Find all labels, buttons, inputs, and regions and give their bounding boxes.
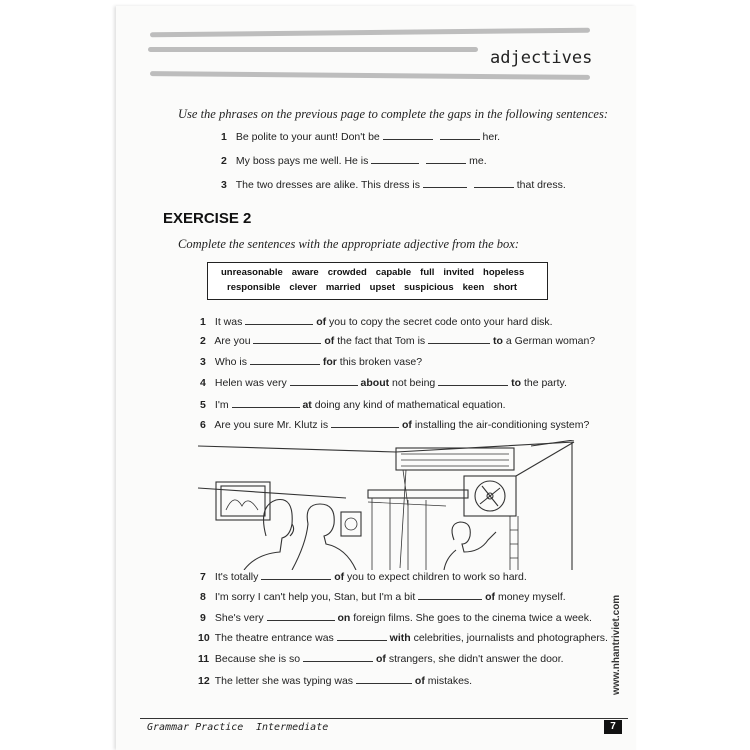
ex2-item-5: 5 I'm at doing any kind of mathematical equation. xyxy=(200,399,506,411)
word: capable xyxy=(375,267,412,278)
answer-gap[interactable] xyxy=(261,570,331,580)
exercise2-instruction: Complete the sentences with the appropriate adjective from the box: xyxy=(178,237,520,251)
word: responsible xyxy=(227,282,281,293)
answer-gap[interactable] xyxy=(438,376,508,386)
ex2-item-3: 3 Who is for this broken vase? xyxy=(200,356,423,368)
ex2-item-2: 2 Are you of the fact that Tom is to a German woman? xyxy=(200,335,596,347)
item-number: 8 xyxy=(200,591,206,603)
answer-gap[interactable] xyxy=(474,178,514,188)
window-blind xyxy=(368,490,468,498)
answer-gap[interactable] xyxy=(371,154,419,164)
word: short xyxy=(493,282,518,293)
answer-gap[interactable] xyxy=(418,590,482,600)
ex2-item-12: 12 The letter she was typing was of mistakes. xyxy=(198,675,473,687)
word: married xyxy=(325,282,361,293)
person-left xyxy=(244,500,292,571)
item-number: 6 xyxy=(200,419,206,431)
answer-gap[interactable] xyxy=(267,611,335,621)
ex2-item-10: 10 The theatre entrance was with celebrities, journalists and photographers. xyxy=(198,632,608,644)
word: keen xyxy=(462,282,485,293)
person-worker xyxy=(452,522,496,552)
answer-gap[interactable] xyxy=(253,334,321,344)
ex2-item-7: 7 It's totally of you to expect children to work so hard. xyxy=(200,571,527,583)
item-number: 1 xyxy=(221,131,227,143)
item-number: 5 xyxy=(200,399,206,411)
item-number: 2 xyxy=(221,155,227,167)
publisher-url: www.nhantriviet.com xyxy=(611,594,622,695)
answer-gap[interactable] xyxy=(426,154,466,164)
answer-gap[interactable] xyxy=(383,130,433,140)
word: aware xyxy=(291,267,319,278)
office-illustration xyxy=(196,440,578,570)
answer-gap[interactable] xyxy=(245,315,313,325)
answer-gap[interactable] xyxy=(250,355,320,365)
word: full xyxy=(420,267,435,278)
answer-gap[interactable] xyxy=(331,418,399,428)
answer-gap[interactable] xyxy=(303,652,373,662)
answer-gap[interactable] xyxy=(232,398,300,408)
word-box-row-2 xyxy=(227,282,526,293)
footer-book-title: Grammar Practice xyxy=(147,722,244,733)
picture-frame-small xyxy=(341,512,361,536)
word: invited xyxy=(443,267,475,278)
footer-rule xyxy=(140,718,628,719)
header-stroke-middle xyxy=(148,47,478,52)
item-number: 12 xyxy=(198,675,210,687)
answer-gap[interactable] xyxy=(440,130,480,140)
ex2-item-8: 8 I'm sorry I can't help you, Stan, but I'm a bit of money myself. xyxy=(200,591,566,603)
exercise1-instruction: Use the phrases on the previous page to complete the gaps in the following sentences: xyxy=(178,107,609,121)
ex1-item-2: 2 My boss pays me well. He is me. xyxy=(221,155,487,167)
answer-gap[interactable] xyxy=(356,674,412,684)
person-middle xyxy=(307,504,356,570)
answer-gap[interactable] xyxy=(428,334,490,344)
item-number: 7 xyxy=(200,571,206,583)
ex2-item-1: 1 It was of you to copy the secret code onto your hard disk. xyxy=(200,316,553,328)
item-number: 1 xyxy=(200,316,206,328)
item-number: 10 xyxy=(198,632,210,644)
item-number: 2 xyxy=(200,335,206,347)
item-number: 4 xyxy=(200,377,206,389)
word: suspicious xyxy=(404,282,454,293)
footer-level: Intermediate xyxy=(256,722,329,733)
section-title: adjectives xyxy=(490,48,593,68)
answer-gap[interactable] xyxy=(337,631,387,641)
word-box-row-1 xyxy=(221,267,533,278)
word: clever xyxy=(289,282,317,293)
picture-frame-left xyxy=(216,482,270,520)
answer-gap[interactable] xyxy=(290,376,358,386)
word: unreasonable xyxy=(221,267,283,278)
item-number: 11 xyxy=(198,653,210,665)
ex2-item-11: 11 Because she is so of strangers, she didn't answer the door. xyxy=(198,653,564,665)
ex2-item-6: 6 Are you sure Mr. Klutz is of installing the air-conditioning system? xyxy=(200,419,590,431)
item-number: 9 xyxy=(200,612,206,624)
ex2-item-4: 4 Helen was very about not being to the party. xyxy=(200,377,567,389)
item-number: 3 xyxy=(200,356,206,368)
ex2-item-9: 9 She's very on foreign films. She goes to the cinema twice a week. xyxy=(200,612,592,624)
exercise2-title: EXERCISE 2 xyxy=(163,210,252,227)
ladder xyxy=(510,516,518,570)
word: crowded xyxy=(327,267,367,278)
item-number: 3 xyxy=(221,179,227,191)
word: hopeless xyxy=(483,267,525,278)
ex1-item-1: 1 Be polite to your aunt! Don't be her. xyxy=(221,131,501,143)
answer-gap[interactable] xyxy=(423,178,467,188)
page-number: 7 xyxy=(604,720,622,734)
ex1-item-3: 3 The two dresses are alike. This dress is that dress. xyxy=(221,179,566,191)
adjective-word-box xyxy=(207,262,548,300)
word: upset xyxy=(369,282,396,293)
